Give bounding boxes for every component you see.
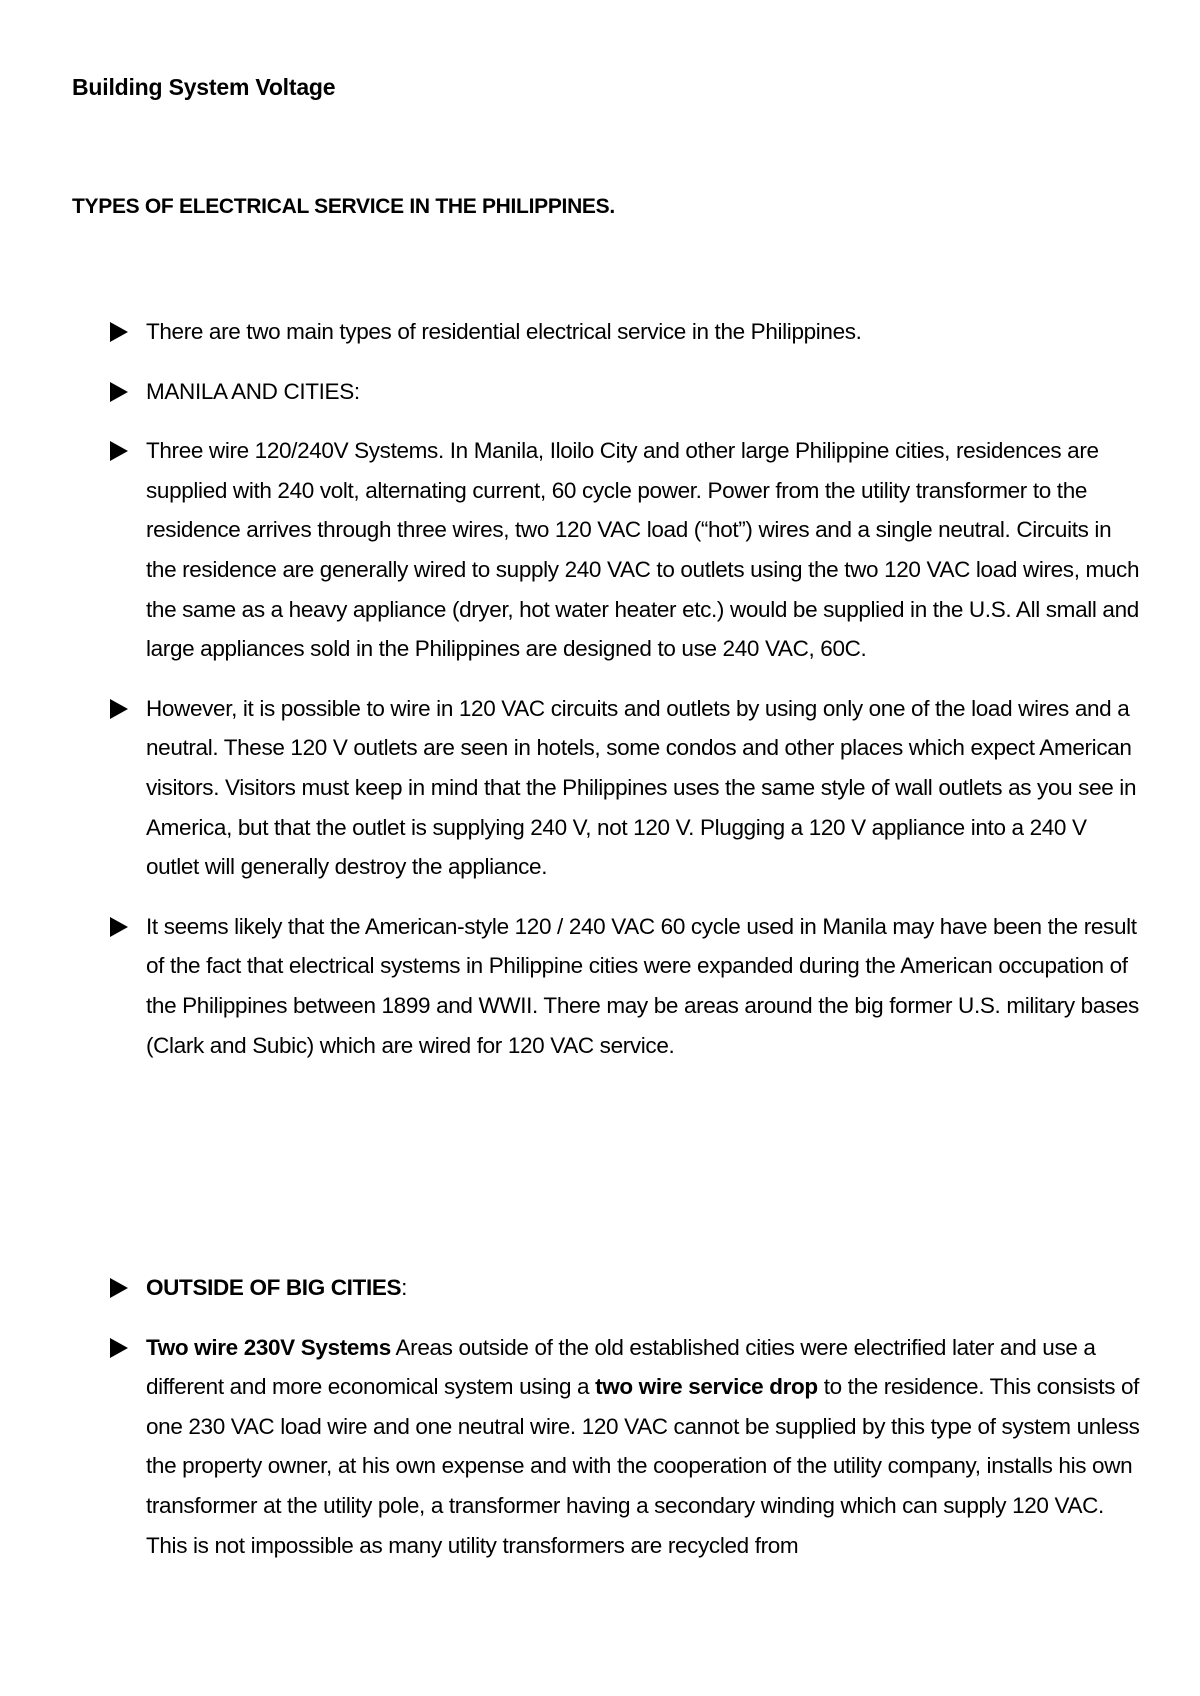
triangle-bullet-icon — [110, 1338, 128, 1358]
triangle-bullet-icon — [110, 322, 128, 342]
triangle-bullet-icon — [110, 382, 128, 402]
bullet-120v-outlets — [110, 689, 1140, 887]
bullet-manila-heading-text: MANILA AND CITIES: — [146, 378, 360, 404]
bullet-outside-heading-bold: OUTSIDE OF BIG CITIES — [146, 1275, 402, 1300]
triangle-bullet-icon — [110, 441, 128, 461]
bullet-two-wire-text-a: Areas outside of the old established cities were electrified later and use a different and more economical system using a — [146, 1334, 1096, 1400]
bullet-two-wire — [110, 1328, 1140, 1566]
document-title: Building System Voltage — [72, 74, 336, 100]
bullet-120v-outlets-text: However, it is possible to wire in 120 VAC circuits and outlets by using only one of the load wires and a neutral. These 120 V outlets are seen in hotels, some condos and other places which expect American visitors. Visitors must keep in mind that the Philippines uses the same style of wall outlets as you see in America, but that the outlet is supplying 240 V, not 120 V. Plugging a 120 V appliance into a 240 V outlet will generally destroy the appliance. — [146, 695, 1137, 880]
bullet-manila-heading — [110, 372, 1140, 412]
bullet-outside-heading — [110, 1268, 1140, 1308]
bullet-american-history — [110, 907, 1140, 1065]
bullet-three-wire — [110, 431, 1140, 669]
bullet-two-wire-bold: Two wire 230V Systems — [146, 1334, 391, 1360]
bullet-list-outside-cities — [110, 1268, 1140, 1585]
triangle-bullet-icon — [110, 1278, 128, 1298]
bullet-intro-text: There are two main types of residential electrical service in the Philippines. — [146, 319, 862, 344]
bullet-two-wire-bold-b: two wire service drop — [595, 1374, 818, 1400]
bullet-two-wire-text-b: to the residence. This consists of one 230 VAC load wire and one neutral wire. 120 VAC cannot be supplied by this type of system unless the property owner, at his own expense and with the cooperation of the utility company, installs his own transformer at the utility pole, a transformer having a secondary winding which can supply 120 VAC. This is not impossible as many utility transformers are recycled from — [146, 1374, 1140, 1558]
triangle-bullet-icon — [110, 917, 128, 937]
bullet-american-history-text: It seems likely that the American-style 120 / 240 VAC 60 cycle used in Manila may have been the result of the fact that electrical systems in Philippine cities were expanded during the American occupation of the Philippines between 1899 and WWII. There may be areas around the big former U.S. military bases (Clark and Subic) which are wired for 120 VAC service. — [146, 913, 1139, 1058]
bullet-list-cities — [110, 312, 1140, 1085]
bullet-outside-heading-colon: : — [401, 1275, 408, 1300]
triangle-bullet-icon — [110, 699, 128, 719]
section-heading: TYPES OF ELECTRICAL SERVICE IN THE PHILIPPINES. — [72, 195, 615, 218]
bullet-intro — [110, 312, 1140, 352]
bullet-three-wire-text: Three wire 120/240V Systems. In Manila, Iloilo City and other large Philippine cities, residences are supplied with 240 volt, alternating current, 60 cycle power. Power from the utility transformer to the residence arrives through three wires, two 120 VAC load (“hot”) wires and a single neutral. Circuits in the residence are generally wired to supply 240 VAC to outlets using the two 120 VAC load wires, much the same as a heavy appliance (dryer, hot water heater etc.) would be supplied in the U.S. All small and large appliances sold in the Philippines are designed to use 240 VAC, 60C. — [146, 438, 1140, 662]
